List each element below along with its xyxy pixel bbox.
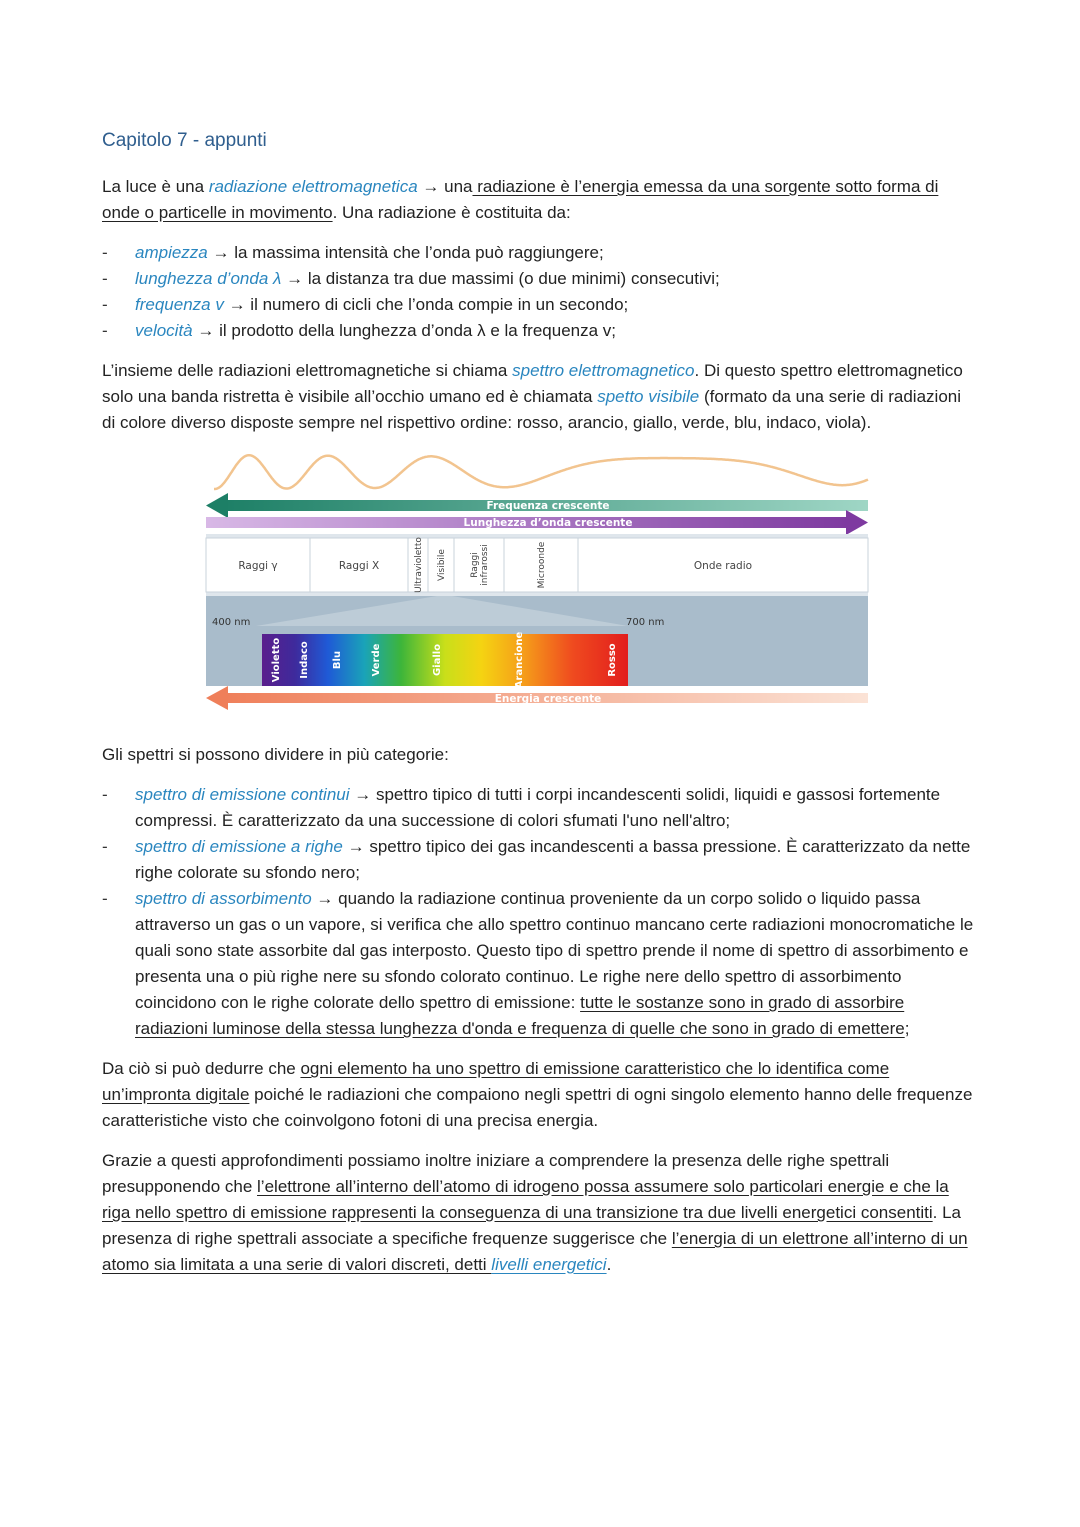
term: spettro di emissione a righe	[135, 837, 343, 856]
text: . La presenza di righe spettrali associate a specifiche frequenze suggerisce che	[102, 1203, 962, 1248]
color-label: Indaco	[299, 641, 310, 679]
paragraph-intro	[102, 174, 974, 226]
underlined-text: ogni elemento ha uno spettro di emissione caratteristico che lo identifica come un’impronta digitale	[102, 1059, 890, 1104]
term: spettro di assorbimento	[135, 889, 312, 908]
band-label: Visibile	[437, 549, 447, 581]
text: poiché le radiazioni che compaiono negli spettri di ogni singolo elemento hanno delle frequenze caratteristiche visto che coinvolgono fotoni di una precisa energia.	[102, 1085, 973, 1130]
page-title: Capitolo 7 - appunti	[102, 130, 267, 151]
band-label: Raggi X	[338, 560, 380, 572]
energy-arrow	[206, 686, 868, 710]
paragraph-spectrum	[102, 358, 974, 436]
paragraph-fingerprint	[102, 1056, 974, 1134]
band-label: infrarossi	[480, 544, 490, 586]
text: → il prodotto della lunghezza d’onda λ e la frequenza v;	[192, 321, 617, 340]
band-label: Raggi γ	[238, 560, 278, 572]
nm-left-label: 400 nm	[212, 617, 251, 628]
text: → il numero di cicli che l’onda compie in un secondo;	[223, 295, 629, 314]
list-spectrum-types	[102, 782, 974, 1042]
term: velocità	[135, 321, 193, 340]
text: → la massima intensità che l’onda può raggiungere;	[207, 243, 604, 262]
wavelength-label: Lunghezza d’onda crescente	[463, 517, 633, 529]
spectrum-diagram	[102, 450, 974, 728]
term: spettro elettromagnetico	[512, 361, 695, 380]
underlined-text: tutte le sostanze sono in grado di assorbire radiazioni luminose della stessa lunghezza d'onda e frequenza di quelle che sono in grado di emettere	[135, 993, 905, 1038]
list-item	[102, 782, 974, 834]
color-label: Rosso	[607, 643, 618, 677]
term-livelli-energetici: livelli energetici	[491, 1255, 607, 1274]
frequency-label: Frequenza crescente	[486, 500, 610, 512]
paragraph-categories: Gli spettri si possono dividere in più categorie:	[102, 745, 449, 764]
list-item	[102, 886, 974, 1042]
color-label: Arancione	[514, 631, 525, 689]
text: ;	[904, 1019, 910, 1038]
band-label: Ultravioletto	[414, 537, 424, 593]
term: ampiezza	[135, 243, 208, 262]
list-wave-properties	[102, 240, 974, 344]
band-label: Onde radio	[693, 560, 753, 572]
list-item	[102, 266, 974, 292]
wave-curve	[214, 455, 868, 489]
list-item	[102, 834, 974, 886]
text: → quando la radiazione continua proveniente da un corpo solido o liquido passa attraverso un gas o un vapore, si verifica che allo spettro continuo mancano certe radiazioni monocromatiche le quali sono state assorbite dal gas interposto. Questo tipo di spettro prende il nome di spettro di assorbimento e presenta una o più righe nere su sfondo colorato continuo. Le righe nere dello spettro di assorbimento coincidono con le righe colorate dello spettro di emissione:	[135, 889, 974, 1012]
energy-label: Energia crescente	[494, 693, 602, 705]
visible-spectrum-bar	[262, 634, 628, 686]
text: → una	[417, 177, 473, 196]
text: Grazie a questi approfondimenti possiamo inoltre iniziare a comprendere la presenza delle righe spettrali presupponendo che	[102, 1151, 890, 1196]
band-label: Microonde	[537, 541, 547, 589]
text: L’insieme delle radiazioni elettromagnetiche si chiama	[102, 361, 513, 380]
wavelength-arrow	[206, 510, 868, 535]
text: (formato da una serie di radiazioni di colore diverso disposte sempre nel rispettivo ordine: rosso, arancio, giallo, verde, blu, indaco, viola).	[102, 387, 961, 432]
band-row	[206, 537, 868, 593]
text: La luce è una	[102, 177, 209, 196]
text: Da ciò si può dedurre che	[102, 1059, 301, 1078]
term: spetto visibile	[597, 387, 700, 406]
term: spettro di emissione continui	[135, 785, 350, 804]
band-label: Raggi	[470, 552, 480, 578]
text: . Una radiazione è costituita da:	[332, 203, 571, 222]
list-item	[102, 318, 974, 344]
document-body	[102, 128, 974, 1292]
text: → spettro tipico di tutti i corpi incandescenti solidi, liquidi e gassosi fortemente compressi. È caratterizzato da una successione di colori sfumati l'uno nell'altro;	[135, 785, 941, 830]
nm-right-label: 700 nm	[626, 617, 665, 628]
underlined-text: l’elettrone all’interno dell’atomo di idrogeno possa assumere solo particolari energie e che la riga nello spettro di emissione rappresenti la conseguenza di una transizione tra due livelli energetici consentiti	[102, 1177, 949, 1222]
underlined-text: radiazione è l’energia emessa da una sorgente sotto forma di onde o particelle in movimento	[102, 177, 939, 222]
frequency-arrow	[206, 493, 868, 518]
underlined-text: l’energia di un elettrone all’interno di un atomo sia limitata a una serie di valori discreti, detti	[102, 1229, 968, 1274]
text: .	[606, 1255, 612, 1274]
color-label: Giallo	[432, 643, 443, 677]
color-label: Violetto	[271, 637, 282, 683]
spectrum-figure	[102, 450, 974, 728]
list-item	[102, 292, 974, 318]
color-label: Verde	[371, 643, 382, 677]
term-radiazione: radiazione elettromagnetica	[208, 177, 418, 196]
text: → spettro tipico dei gas incandescenti a bassa pressione. È caratterizzato da nette righe colorate su sfondo nero;	[135, 837, 971, 882]
text: . Di questo spettro elettromagnetico solo una banda ristretta è visibile all’occhio umano ed è chiamata	[102, 361, 963, 406]
paragraph-energy-levels	[102, 1148, 974, 1278]
text: → la distanza tra due massimi (o due minimi) consecutivi;	[281, 269, 720, 288]
color-label: Blu	[332, 650, 343, 670]
term: frequenza v	[135, 295, 224, 314]
list-item	[102, 240, 974, 266]
term: lunghezza d’onda λ	[135, 269, 282, 288]
